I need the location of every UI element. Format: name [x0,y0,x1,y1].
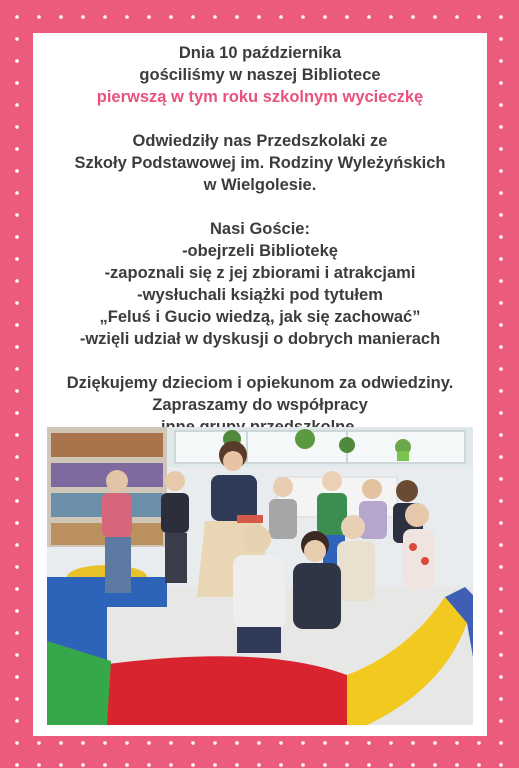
text-line-hosted: gościliśmy w naszej Bibliotece [139,66,381,84]
text-line-guests-heading: Nasi Goście: [210,220,310,238]
text-line-school: Szkoły Podstawowej im. Rodziny Wyleżyńskich [74,154,446,172]
library-visit-photo [47,427,473,725]
text-line-activity-3: -wysłuchali książki pod tytułem [137,286,383,304]
poster-card [33,33,487,736]
text-line-town: w Wielgolesie. [203,176,317,194]
text-line-book-title: „Feluś i Gucio wiedzą, jak się zachować” [99,308,421,326]
text-line-activity-2: -zapoznali się z jej zbiorami i atrakcjami [104,264,416,282]
announcement-text [33,42,487,438]
text-line-activity-1: -obejrzeli Bibliotekę [182,242,338,260]
text-line-invite: Zapraszamy do współpracy [152,396,368,414]
text-line-thanks: Dziękujemy dzieciom i opiekunom za odwiedziny. [66,374,454,392]
text-line-activity-4: -wzięli udział w dyskusji o dobrych manierach [79,330,441,348]
text-line-visitors: Odwiedziły nas Przedszkolaki ze [132,132,388,150]
text-line-date: Dnia 10 października [178,44,342,62]
text-line-first-trip: pierwszą w tym roku szkolnym wycieczkę [96,88,424,106]
